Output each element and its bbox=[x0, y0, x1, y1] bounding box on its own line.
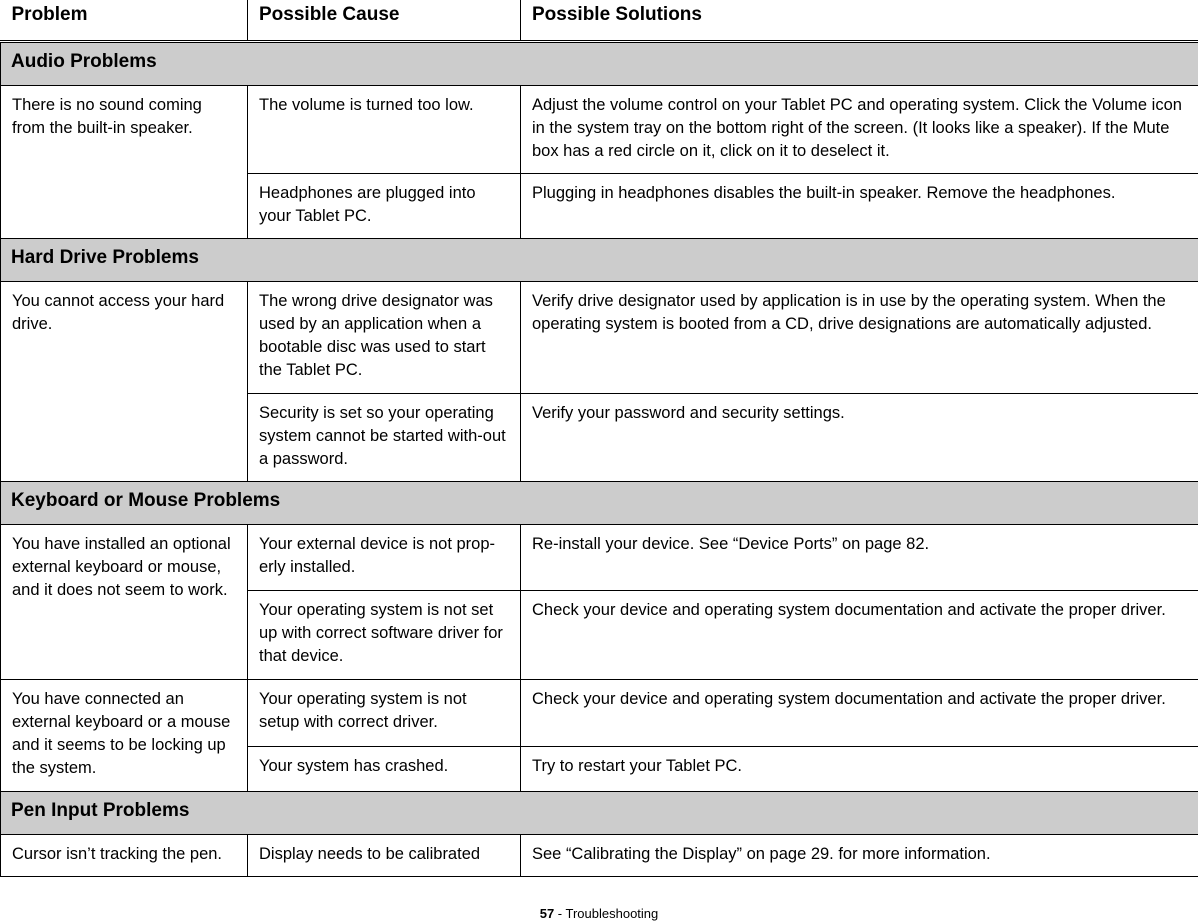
problem-cell: Cursor isn’t tracking the pen. bbox=[1, 835, 248, 877]
header-possible-solutions: Possible Solutions bbox=[521, 0, 1198, 42]
cause-cell: Headphones are plugged into your Tablet PC. bbox=[248, 174, 521, 239]
solution-cell: Verify drive designator used by application is in use by the operating system. When the operating system is booted from a CD, drive designations are automatically adjusted. bbox=[521, 282, 1198, 394]
cause-cell: Your operating system is not set up with correct software driver for that device. bbox=[248, 591, 521, 680]
solution-cell: Re-install your device. See “Device Ports” on page 82. bbox=[521, 525, 1198, 591]
problem-cell: You cannot access your hard drive. bbox=[1, 282, 248, 482]
cause-cell: Your operating system is not setup with correct driver. bbox=[248, 680, 521, 747]
problem-cell: You have installed an optional external keyboard or mouse, and it does not seem to work. bbox=[1, 525, 248, 680]
section-title: Keyboard or Mouse Problems bbox=[1, 482, 1198, 525]
section-header-pen-input bbox=[1, 792, 1198, 835]
footer-section-name: Troubleshooting bbox=[565, 906, 659, 921]
header-problem: Problem bbox=[1, 0, 248, 42]
header-possible-cause: Possible Cause bbox=[248, 0, 521, 42]
solution-cell: Adjust the volume control on your Tablet PC and operating system. Click the Volume icon in the system tray on the bottom right of the screen. (It looks like a speaker). If the Mute box has a red circle on it, click on it to deselect it. bbox=[521, 86, 1198, 174]
cause-cell: The volume is turned too low. bbox=[248, 86, 521, 174]
table-header-row bbox=[1, 0, 1198, 42]
section-title: Audio Problems bbox=[1, 42, 1198, 86]
cause-cell: Your external device is not prop-erly installed. bbox=[248, 525, 521, 591]
section-header-hard-drive bbox=[1, 239, 1198, 282]
table-row bbox=[1, 835, 1198, 877]
section-title: Pen Input Problems bbox=[1, 792, 1198, 835]
solution-cell: Verify your password and security settings. bbox=[521, 394, 1198, 482]
section-header-keyboard-mouse bbox=[1, 482, 1198, 525]
solution-cell: Check your device and operating system documentation and activate the proper driver. bbox=[521, 591, 1198, 680]
solution-cell: Try to restart your Tablet PC. bbox=[521, 747, 1198, 792]
cause-cell: The wrong drive designator was used by an application when a bootable disc was used to start the Tablet PC. bbox=[248, 282, 521, 394]
table-row bbox=[1, 282, 1198, 394]
table-row bbox=[1, 680, 1198, 747]
solution-cell: Plugging in headphones disables the built-in speaker. Remove the headphones. bbox=[521, 174, 1198, 239]
cause-cell: Security is set so your operating system cannot be started with-out a password. bbox=[248, 394, 521, 482]
section-title: Hard Drive Problems bbox=[1, 239, 1198, 282]
page-number: 57 bbox=[539, 906, 555, 921]
table-row bbox=[1, 525, 1198, 591]
cause-cell: Your system has crashed. bbox=[248, 747, 521, 792]
page-footer bbox=[0, 905, 1198, 923]
footer-separator: - bbox=[554, 906, 566, 921]
problem-cell: There is no sound coming from the built-in speaker. bbox=[1, 86, 248, 239]
solution-cell: See “Calibrating the Display” on page 29. for more information. bbox=[521, 835, 1198, 877]
table-row bbox=[1, 86, 1198, 174]
solution-cell: Check your device and operating system documentation and activate the proper driver. bbox=[521, 680, 1198, 747]
cause-cell: Display needs to be calibrated bbox=[248, 835, 521, 877]
problem-cell: You have connected an external keyboard or a mouse and it seems to be locking up the system. bbox=[1, 680, 248, 792]
section-header-audio bbox=[1, 42, 1198, 86]
